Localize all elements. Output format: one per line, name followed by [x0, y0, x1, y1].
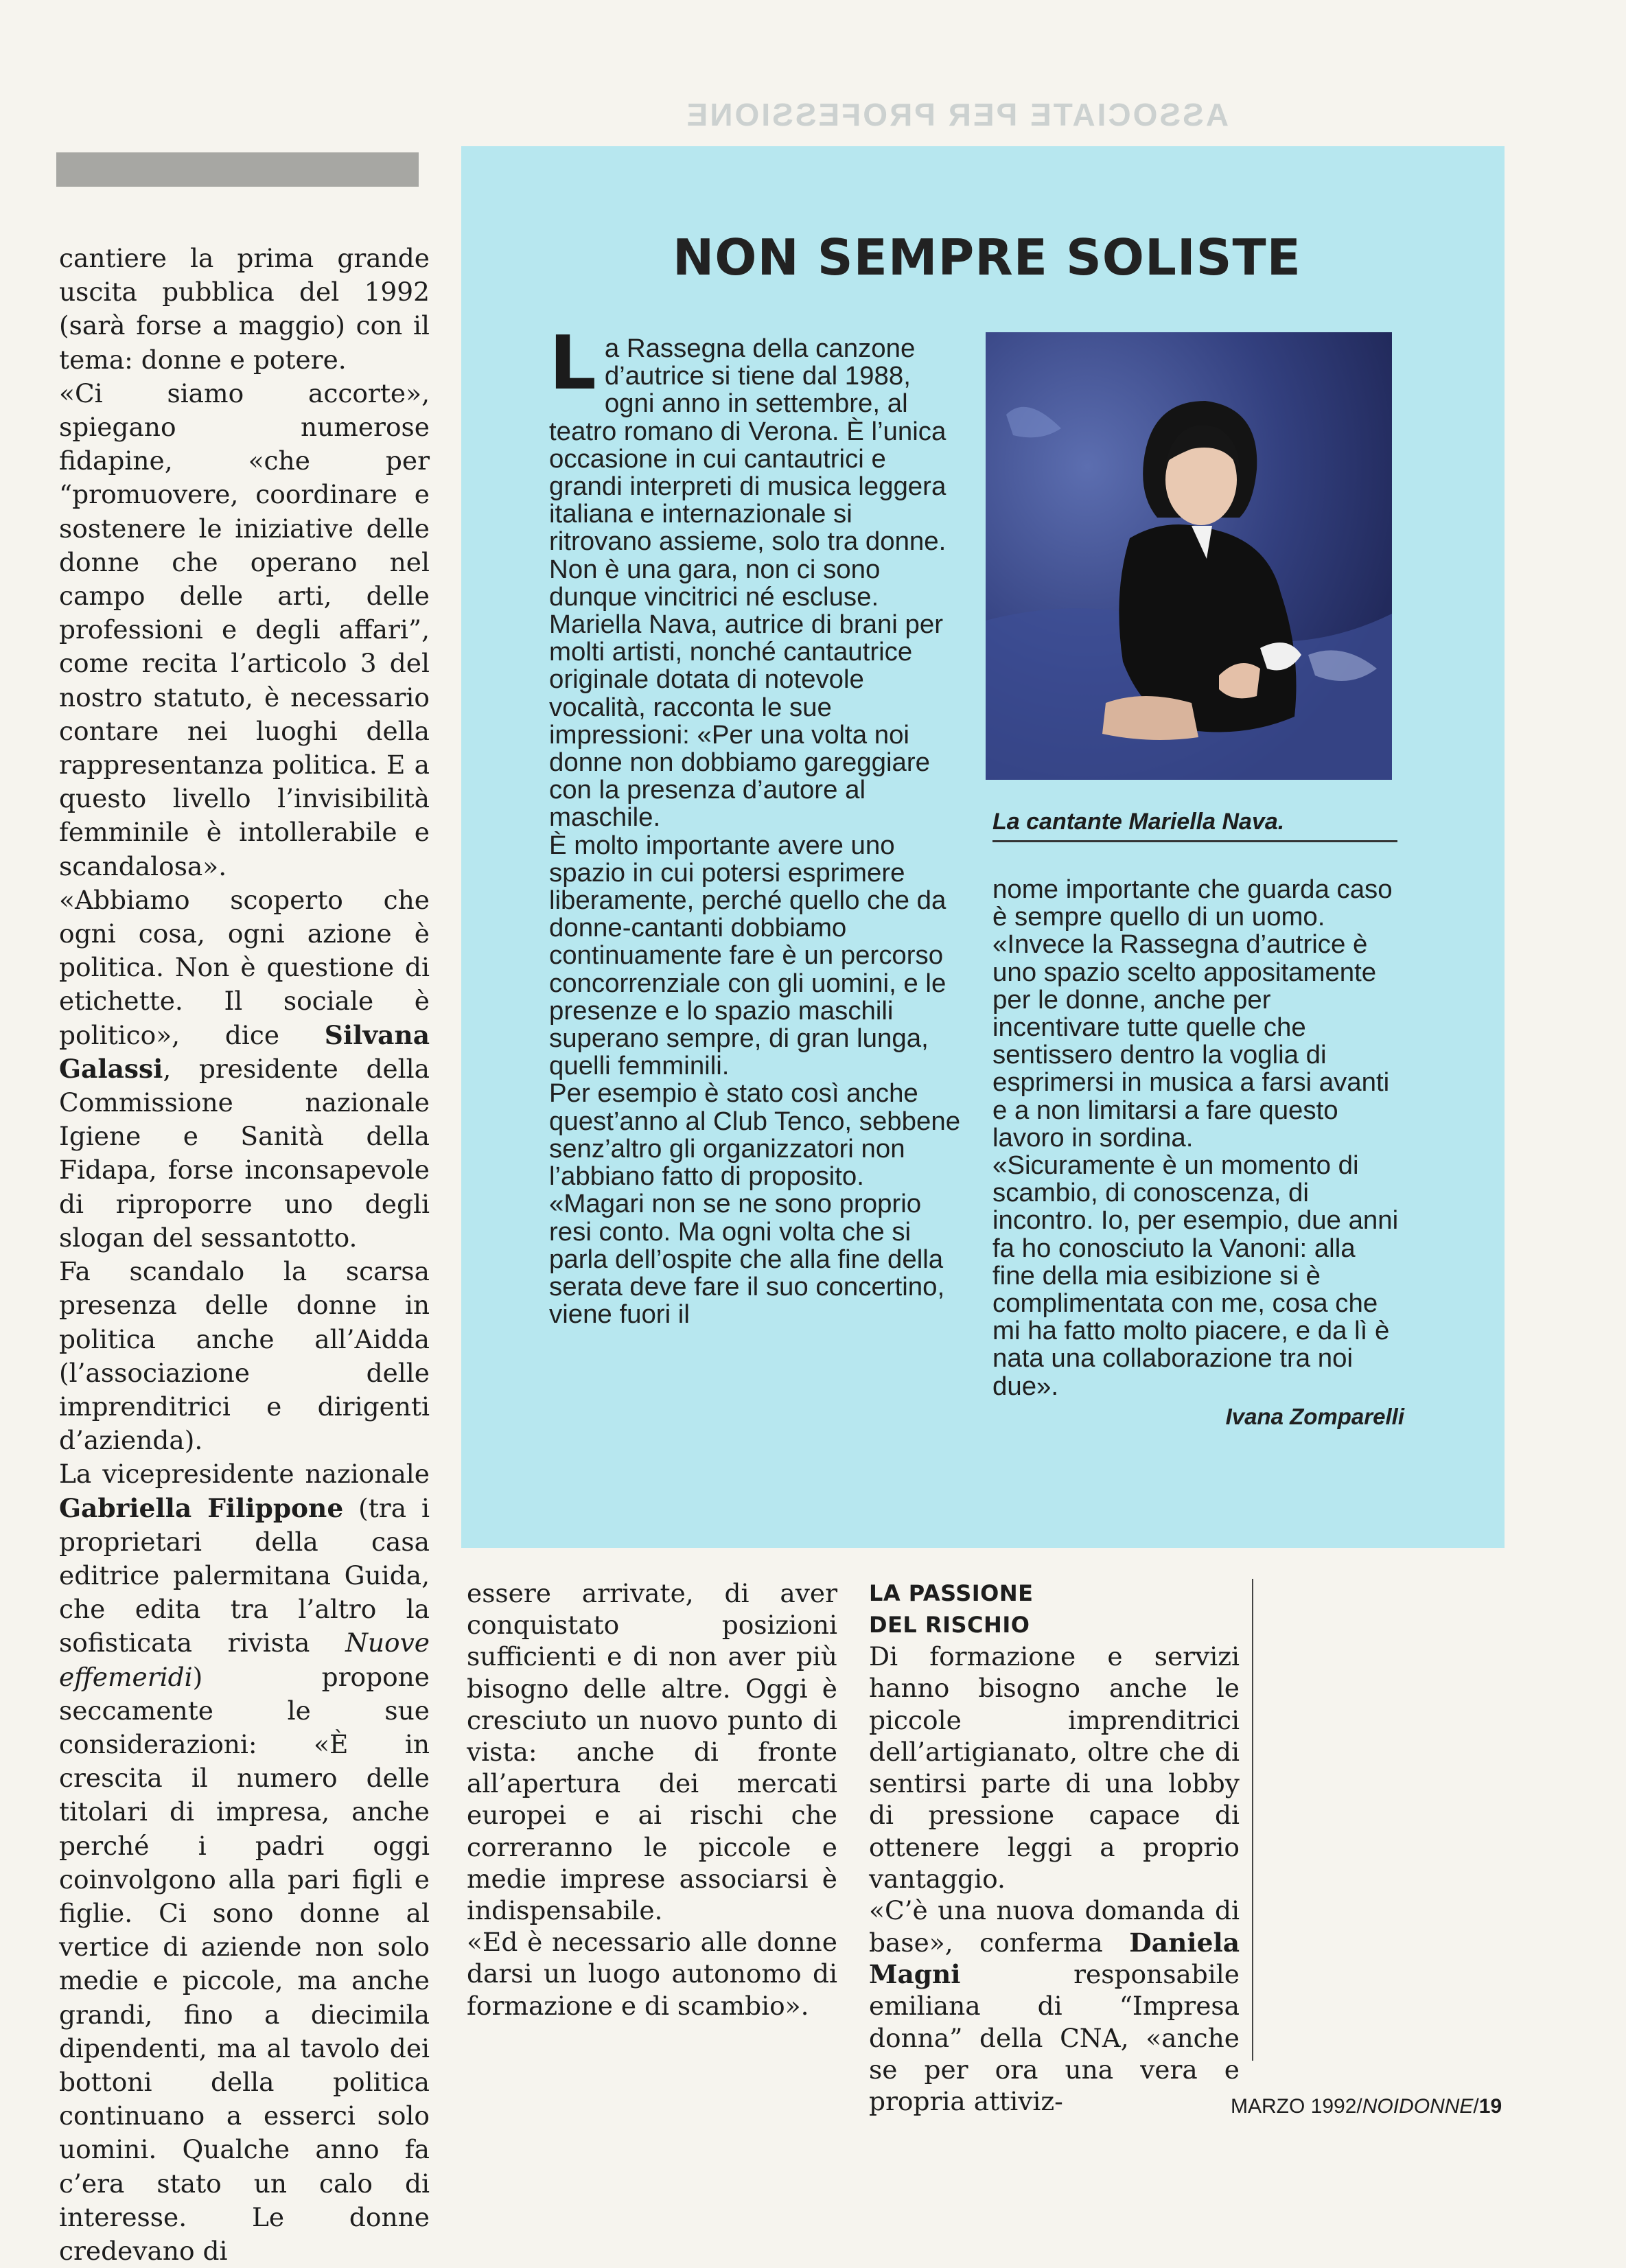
text-run: La vicepresidente nazionale — [59, 1459, 430, 1490]
subheading: DEL RISCHIO — [869, 1612, 1030, 1638]
text-run: , presidente della Commissione nazionale Igiene e Sanità della Fidapa, forse inconsapevole di riproporre uno degli slogan del sessantotto. — [59, 1053, 430, 1253]
section-bar — [56, 152, 419, 187]
paragraph: cantiere la prima grande uscita pubblica del 1992 (sarà forse a maggio) con il tema: donne e potere. — [59, 243, 430, 375]
paragraph: Di formazione e servizi hanno bisogno anche le piccole imprenditrici dell’artigianato, oltre che di sentirsi parte di una lobby di pressione capace di ottenere leggi a proprio vantaggio. — [869, 1641, 1240, 1895]
paragraph: «Sicuramente è un momento di scambio, di conoscenza, di incontro. Io, per esempio, due anni fa ho conosciuto la Vanoni: alla fine della mia esibizione si è complimentata con me, cosa che mi ha fatto molto piacere, e da lì è nata una collaborazione tra noi due». — [992, 1150, 1399, 1401]
text-run: «Abbiamo scoperto che ogni cosa, ogni azione è politica. Non è questione di etichette. Il sociale è politico», dice — [59, 884, 430, 1050]
text-run: (tra i proprietari della casa editrice palermitana Guida, che edita tra l’altro la sofisticata rivista — [59, 1492, 430, 1658]
author-signature: Ivana Zomparelli — [1225, 1403, 1404, 1429]
box-column-1 — [549, 321, 961, 1330]
text-run: «C’è una nuova domanda di base», conferma — [869, 1895, 1240, 1958]
paragraph: «Ed è necessario alle donne darsi un luogo autonomo di formazione e di scambio». — [467, 1927, 837, 2021]
left-column — [59, 242, 430, 2268]
paragraph — [59, 883, 430, 1255]
text-run: responsabile emiliana di “Impresa donna” della CNA, «anche se per ora una vera e propria attiviz- — [869, 1958, 1240, 2117]
subheading: LA PASSIONE — [869, 1580, 1034, 1606]
paragraph: Fa scandalo la scarsa presenza delle donne in politica anche all’Aidda (l’associazione delle imprenditrici e dirigenti d’azienda). — [59, 1256, 430, 1456]
bottom-right-column — [869, 1577, 1240, 2117]
paragraph: «Magari non se ne sono proprio resi conto. Ma ogni volta che si parla dell’ospite che alla fine della serata deve fare il suo concertino, viene fuori il — [549, 1189, 945, 1330]
bottom-middle-column — [467, 1577, 837, 2022]
issue-date: MARZO 1992/ — [1231, 2095, 1362, 2118]
paragraph: nome importante che guarda caso è sempre quello di un uomo. — [992, 875, 1393, 932]
paragraph: È molto importante avere uno spazio in cui potersi esprimere liberamente, perché quello che da donne-cantanti dobbiamo continuamente fare è un percorso concorrenziale con gli uomini, e le presenze e lo spazio maschili superano sempre, di gran lunga, quelli femminili. — [549, 830, 946, 1081]
paragraph — [59, 1457, 430, 2268]
magazine-title: Nuove effemeridi — [59, 1628, 430, 1692]
paragraph: «Invece la Rassegna d’autrice è uno spazio scelto appositamente per le donne, anche per incentivare tutte quelle che sentissero dentro la voglia di esprimersi in musica a farsi avanti e a non limitarsi a fare questo lavoro in sordina. — [992, 929, 1390, 1153]
mirrored-section-header: ASSOCIATE PER PROFESSIONE — [684, 97, 1229, 132]
paragraph: Per esempio è stato così anche quest’anno al Club Tenco, sebbene senz’altro gli organizzatori non l’abbiano fatto di proposito. — [549, 1078, 961, 1192]
page-number: 19 — [1478, 2095, 1502, 2118]
column-rule — [1252, 1579, 1253, 2061]
person-name: Silvana Galassi — [59, 1019, 430, 1084]
paragraph: «Ci siamo accorte», spiegano numerose fidapine, «che per “promuovere, coordinare e sostenere le iniziative delle donne che operano nel campo delle arti, delle professioni e degli affari”, come recita l’articolo 3 del nostro statuto, è necessario contare nei luoghi della rappresentanza politica. E a questo livello l’invisibilità femminile è intollerabile e scandalosa». — [59, 378, 430, 881]
person-name: Gabriella Filippone — [59, 1492, 344, 1523]
drop-cap: L — [549, 321, 596, 406]
page-footer — [1231, 2095, 1502, 2129]
paragraph: Mariella Nava, autrice di brani per molti artisti, nonché cantautrice originale dotata di notevole vocalità, racconta le sue impressioni: «Per una volta noi donne non dobbiamo gareggiare con la presenza d’autore al maschile. — [549, 610, 943, 833]
photo-caption: La cantante Mariella Nava. — [992, 803, 1397, 842]
text-run: a Rassegna della canzone d’autrice si tiene dal 1988, ogni anno in settembre, al teatro romano di Verona. È l’unica occasione in cui cantautrici e grandi interpreti di musica leggera italiana e internazionale si ritrovano assieme, solo tra donne. Non è una gara, non ci sono dunque vincitrici né escluse. — [549, 334, 946, 612]
paragraph — [869, 1895, 1240, 2117]
person-name: Daniela Magni — [869, 1927, 1240, 1989]
text-run: ) propone seccamente le sue considerazioni: «È in crescita il numero delle titolari di impresa, anche perché i padri oggi coinvolgono alla pari figli e figlie. Ci sono donne al vertice di aziende non solo medie e piccole, ma anche grandi, fino a diecimila dipendenti, ma al tavolo dei bottoni della politica continuano a esserci solo uomini. Qualche anno fa c’era stato un calo di interesse. Le donne credevano di — [59, 1661, 430, 2266]
separator: / — [1473, 2095, 1479, 2118]
box-title: NON SEMPRE SOLISTE — [673, 229, 1301, 286]
portrait-illustration — [986, 332, 1392, 780]
portrait-photo — [986, 332, 1392, 780]
paragraph — [549, 321, 961, 612]
paragraph: essere arrivate, di aver conquistato posizioni sufficienti e di non aver più bisogno delle altre. Oggi è cresciuto un nuovo punto di vista: anche di fronte all’apertura dei mercati europei e ai rischi che correranno le piccole e medie imprese associarsi è indispensabile. — [467, 1578, 837, 1926]
magazine-name: NOIDONNE — [1362, 2095, 1474, 2118]
box-column-2 — [992, 876, 1404, 1431]
